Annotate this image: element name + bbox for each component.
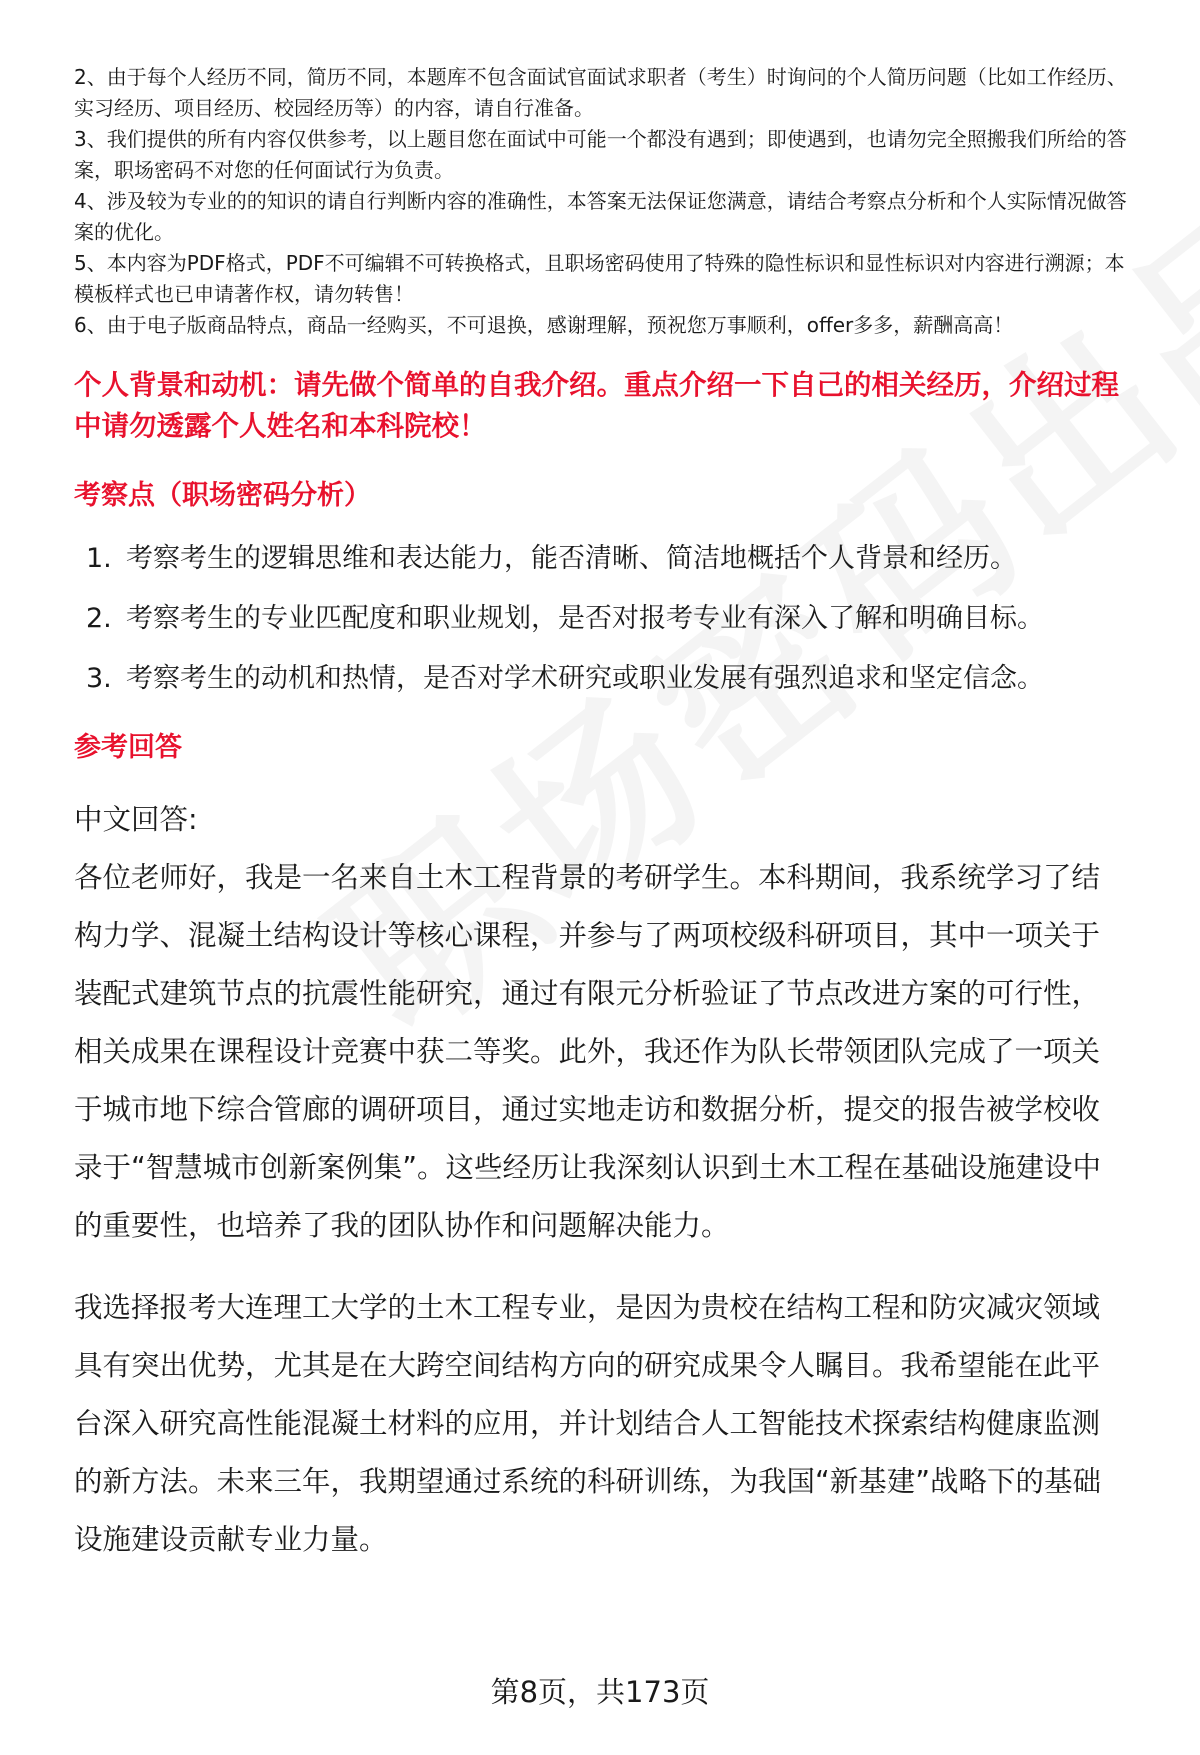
notes-list	[74, 0, 1128, 341]
page-footer: 第8页，共173页	[490, 1675, 710, 1709]
answer-title: 参考回答	[74, 732, 182, 763]
point-text: 考察考生的专业匹配度和职业规划，是否对报考专业有深入了解和明确目标。	[126, 603, 1044, 634]
point-number: 3.	[86, 663, 112, 694]
points-title: 考察点（职场密码分析）	[74, 480, 371, 511]
note-item: 2、由于每个人经历不同，简历不同，本题库不包含面试官面试求职者（考生）时询问的个人简历问题（比如工作经历、实习经历、项目经历、校园经历等）的内容，请自行准备。	[74, 65, 1127, 120]
point-item	[74, 659, 1128, 699]
answer-paragraph-1: 各位老师好，我是一名来自土木工程背景的考研学生。本科期间，我系统学习了结构力学、混凝土结构设计等核心课程，并参与了两项校级科研项目，其中一项关于装配式建筑节点的抗震性能研究，通过有限元分析验证了节点改进方案的可行性，相关成果在课程设计竞赛中获二等奖。此外，我还作为队长带领团队完成了一项关于城市地下综合管廊的调研项目，通过实地走访和数据分析，提交的报告被学校收录于“智慧城市创新案例集”。这些经历让我深刻认识到土木工程在基础设施建设中的重要性，也培养了我的团队协作和问题解决能力。	[74, 861, 1102, 1242]
point-number: 2.	[86, 603, 112, 634]
point-item	[74, 539, 1128, 579]
note-item: 5、本内容为PDF格式，PDF不可编辑不可转换格式，且职场密码使用了特殊的隐性标识和显性标识对内容进行溯源；本模板样式也已申请著作权，请勿转售！	[74, 251, 1125, 306]
note-item: 4、涉及较为专业的的知识的请自行判断内容的准确性，本答案无法保证您满意，请结合考察点分析和个人实际情况做答案的优化。	[74, 189, 1127, 244]
point-item	[74, 599, 1128, 639]
points-list	[74, 539, 1128, 699]
question-heading: 个人背景和动机：请先做个简单的自我介绍。重点介绍一下自己的相关经历，介绍过程中请勿透露个人姓名和本科院校！	[74, 369, 1119, 442]
note-item: 3、我们提供的所有内容仅供参考，以上题目您在面试中可能一个都没有遇到；即使遇到，也请勿完全照搬我们所给的答案，职场密码不对您的任何面试行为负责。	[74, 127, 1127, 182]
answer-paragraph-2: 我选择报考大连理工大学的土木工程专业，是因为贵校在结构工程和防灾减灾领域具有突出优势，尤其是在大跨空间结构方向的研究成果令人瞩目。我希望能在此平台深入研究高性能混凝土材料的应用，并计划结合人工智能技术探索结构健康监测的新方法。未来三年，我期望通过系统的科研训练，为我国“新基建”战略下的基础设施建设贡献专业力量。	[74, 1291, 1102, 1556]
point-text: 考察考生的逻辑思维和表达能力，能否清晰、简洁地概括个人背景和经历。	[126, 543, 1017, 574]
note-item: 6、由于电子版商品特点，商品一经购买，不可退换，感谢理解，预祝您万事顺利，offer多多，薪酬高高！	[74, 313, 1014, 337]
answer-body	[74, 791, 1128, 1569]
point-text: 考察考生的动机和热情，是否对学术研究或职业发展有强烈追求和坚定信念。	[126, 663, 1044, 694]
point-number: 1.	[86, 543, 112, 574]
answer-label: 中文回答:	[74, 803, 198, 836]
